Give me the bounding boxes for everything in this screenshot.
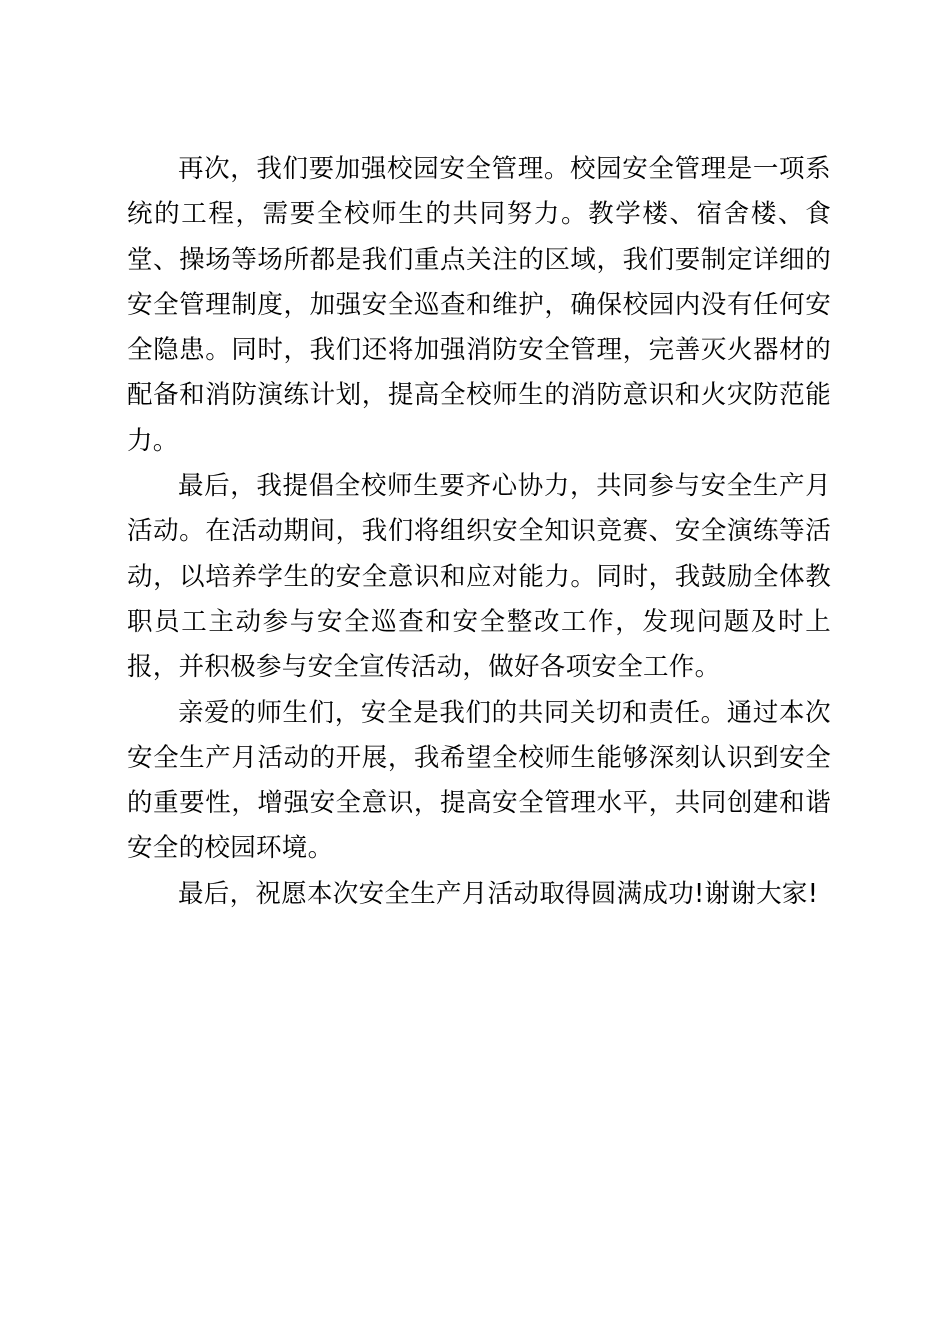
paragraph-responsibility: 亲爱的师生们，安全是我们的共同关切和责任。通过本次安全生产月活动的开展，我希望全校师生能够深刻认识到安全的重要性，增强安全意识，提高安全管理水平，共同创建和谐安全的校园环境。 <box>127 697 831 864</box>
document-body <box>127 147 831 917</box>
paragraph-safety-management: 再次，我们要加强校园安全管理。校园安全管理是一项系统的工程，需要全校师生的共同努力。教学楼、宿舍楼、食堂、操场等场所都是我们重点关注的区域，我们要制定详细的安全管理制度，加强安全巡查和维护，确保校园内没有任何安全隐患。同时，我们还将加强消防安全管理，完善灭火器材的配备和消防演练计划，提高全校师生的消防意识和火灾防范能力。 <box>127 154 831 456</box>
paragraph-closing-wishes: 最后，祝愿本次安全生产月活动取得圆满成功!谢谢大家! <box>178 878 819 909</box>
paragraph-participation: 最后，我提倡全校师生要齐心协力，共同参与安全生产月活动。在活动期间，我们将组织安全知识竞赛、安全演练等活动，以培养学生的安全意识和应对能力。同时，我鼓励全体教职员工主动参与安全巡查和安全整改工作，发现问题及时上报，并积极参与安全宣传活动，做好各项安全工作。 <box>127 471 831 683</box>
